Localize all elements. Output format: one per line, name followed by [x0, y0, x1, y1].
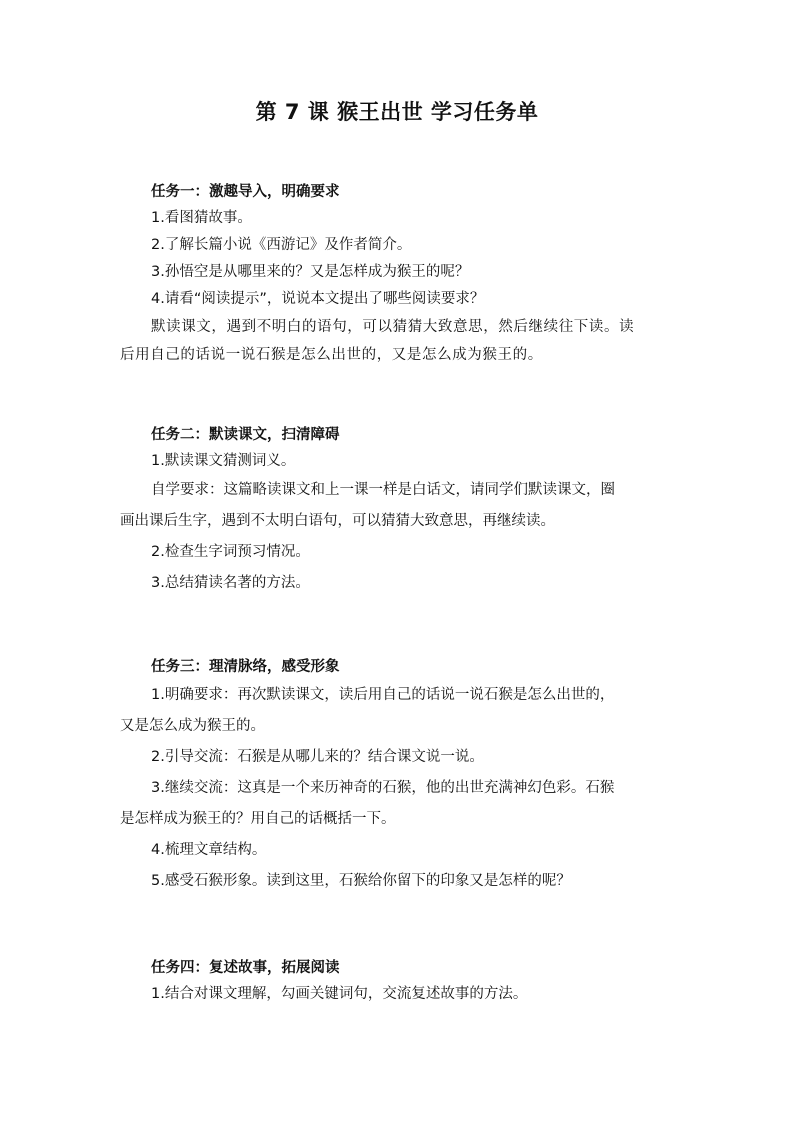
- task3-item-2: 2.引导交流：石猴是从哪儿来的？结合课文说一说。: [151, 749, 484, 765]
- page-title: 第 7 课 猴王出世 学习任务单: [255, 100, 539, 124]
- task3-item-3-line-2: 是怎样成为猴王的？用自己的话概括一下。: [120, 811, 396, 827]
- task2-selfstudy-line-1: 自学要求：这篇略读课文和上一课一样是白话文，请同学们默读课文，圈: [151, 482, 615, 498]
- task4-section: [120, 955, 676, 1008]
- task3-heading: 任务三：理清脉络，感受形象: [151, 659, 340, 675]
- task3-item-5: 5.感受石猴形象。读到这里，石猴给你留下的印象又是怎样的呢？: [151, 873, 571, 889]
- task2-selfstudy-line-2: 画出课后生字，遇到不太明白语句，可以猜猜大致意思，再继续读。: [120, 513, 555, 529]
- task3-item-4: 4.梳理文章结构。: [151, 842, 267, 858]
- task2-heading: 任务二：默读课文，扫清障碍: [151, 427, 340, 443]
- task1-item-4: 4.请看“阅读提示”，说说本文提出了哪些阅读要求？: [151, 291, 485, 307]
- task1-item-3: 3.孙悟空是从哪里来的？又是怎样成为猴王的呢？: [151, 264, 470, 280]
- task1-hint-line-1: 默读课文，遇到不明白的语句，可以猜猜大致意思，然后继续往下读。读: [151, 319, 635, 335]
- task1-item-2: 2.了解长篇小说《西游记》及作者简介。: [151, 237, 412, 253]
- task2-item-2: 2.检查生字词预习情况。: [151, 544, 310, 560]
- task2-item-1: 1.默读课文猜测词义。: [151, 453, 296, 469]
- task4-heading: 任务四：复述故事，拓展阅读: [151, 960, 340, 976]
- task2-item-3: 3.总结猜读名著的方法。: [151, 575, 310, 591]
- task3-item-1-line-1: 1.明确要求：再次默读课文，读后用自己的话说一说石猴是怎么出世的，: [151, 687, 615, 703]
- task4-item-1: 1.结合对课文理解，勾画关键词句，交流复述故事的方法。: [151, 986, 528, 1002]
- task3-item-3-line-1: 3.继续交流：这真是一个来历神奇的石猴，他的出世充满神幻色彩。石猴: [151, 780, 615, 796]
- task1-section: [120, 179, 676, 369]
- task3-item-1-line-2: 又是怎么成为猴王的。: [120, 718, 265, 734]
- task1-item-1: 1.看图猜故事。: [151, 210, 252, 226]
- task1-hint-line-2: 后用自己的话说一说石猴是怎么出世的，又是怎么成为猴王的。: [120, 347, 543, 363]
- task1-heading: 任务一：激趣导入，明确要求: [151, 184, 340, 200]
- task3-section: [120, 654, 676, 897]
- task2-section: [120, 422, 676, 599]
